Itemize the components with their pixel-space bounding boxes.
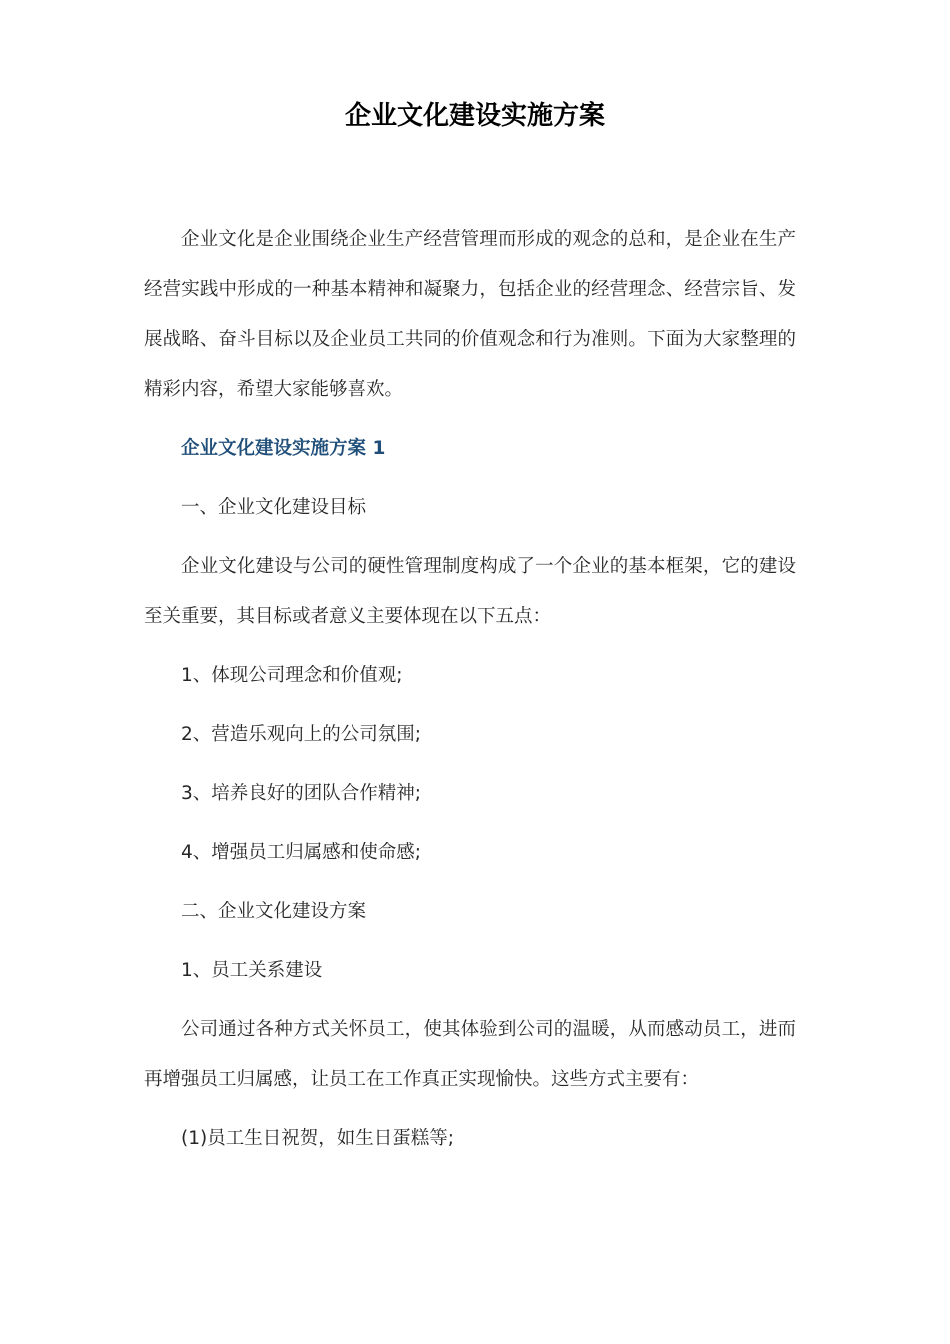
section-heading: 企业文化建设实施方案 1 [181,438,386,459]
intro-paragraph: 企业文化是企业围绕企业生产经营管理而形成的观念的总和，是企业在生产经营实践中形成的一种基本精神和凝聚力，包括企业的经营理念、经营宗旨、发展战略、奋斗目标以及企业员工共同的价值观念和行为准则。下面为大家整理的精彩内容，希望大家能够喜欢。 [144,229,796,400]
goal-item: 2、营造乐观向上的公司氛围; [181,724,422,745]
document-body [144,215,796,1173]
sub1-heading: 1、员工关系建设 [181,960,323,981]
goal-item: 3、培养良好的团队合作精神; [181,783,422,804]
document-title: 企业文化建设实施方案 [344,101,605,131]
part1-body: 企业文化建设与公司的硬性管理制度构成了一个企业的基本框架，它的建设至关重要，其目标或者意义主要体现在以下五点： [144,556,796,627]
part2-heading: 二、企业文化建设方案 [181,901,367,922]
list-item: (1)员工生日祝贺，如生日蛋糕等; [181,1128,454,1149]
sub1-body: 公司通过各种方式关怀员工，使其体验到公司的温暖，从而感动员工，进而再增强员工归属感，让员工在工作真正实现愉快。这些方式主要有： [144,1019,796,1090]
goal-item: 4、增强员工归属感和使命感; [181,842,422,863]
part1-heading: 一、企业文化建设目标 [181,497,367,518]
goal-item: 1、体现公司理念和价值观; [181,665,403,686]
